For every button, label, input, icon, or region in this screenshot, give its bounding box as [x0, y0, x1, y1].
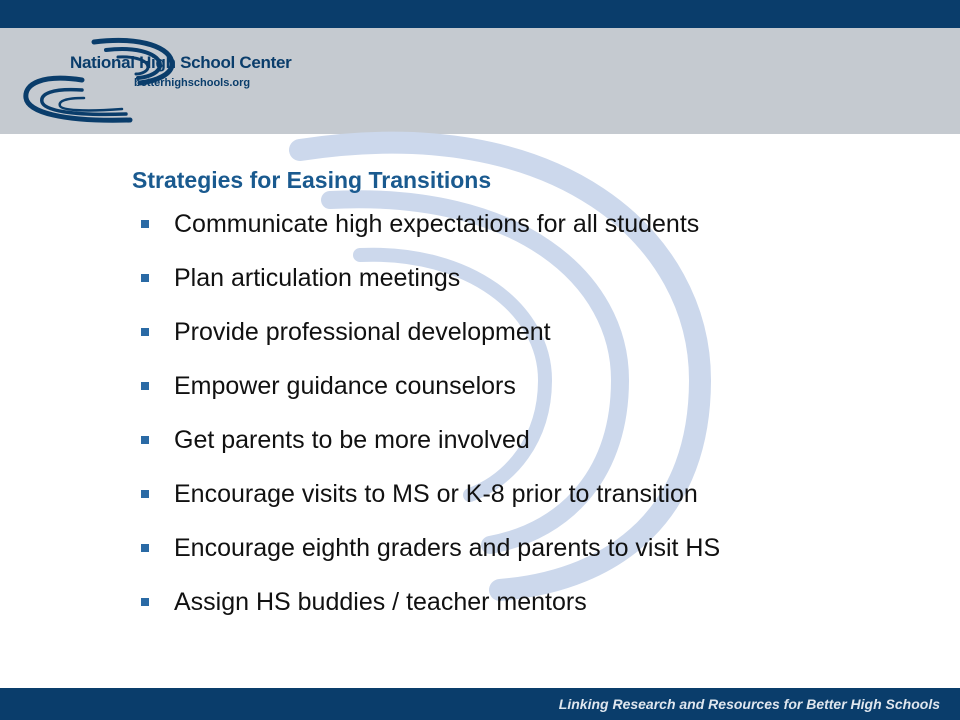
square-bullet-icon	[141, 544, 149, 552]
bullet-item	[140, 260, 860, 296]
bullet-list	[140, 206, 860, 638]
square-bullet-icon	[141, 328, 149, 336]
footer-bar	[0, 688, 960, 720]
square-bullet-icon	[141, 220, 149, 228]
bullet-text: Empower guidance counselors	[174, 372, 516, 400]
bullet-item	[140, 476, 860, 512]
bullet-item	[140, 422, 860, 458]
logo-url: betterhighschools.org	[134, 77, 251, 89]
bullet-text: Communicate high expectations for all students	[174, 210, 700, 238]
square-bullet-icon	[141, 490, 149, 498]
bullet-item	[140, 368, 860, 404]
bullet-text: Provide professional development	[174, 318, 551, 346]
bullet-text: Encourage visits to MS or K-8 prior to transition	[174, 480, 698, 508]
bullet-item	[140, 530, 860, 566]
square-bullet-icon	[141, 436, 149, 444]
square-bullet-icon	[141, 598, 149, 606]
slide-title: Strategies for Easing Transitions	[132, 167, 492, 193]
bullet-text: Encourage eighth graders and parents to visit HS	[174, 534, 721, 562]
square-bullet-icon	[141, 382, 149, 390]
bullet-text: Get parents to be more involved	[174, 426, 530, 454]
top-bar	[0, 0, 960, 28]
bullet-text: Assign HS buddies / teacher mentors	[174, 588, 587, 616]
footer-tagline: Linking Research and Resources for Better High Schools	[558, 696, 940, 712]
square-bullet-icon	[141, 274, 149, 282]
bullet-item	[140, 206, 860, 242]
logo-name: National High School Center	[70, 53, 292, 72]
bullet-text: Plan articulation meetings	[174, 264, 461, 292]
bullet-item	[140, 584, 860, 620]
bullet-item	[140, 314, 860, 350]
